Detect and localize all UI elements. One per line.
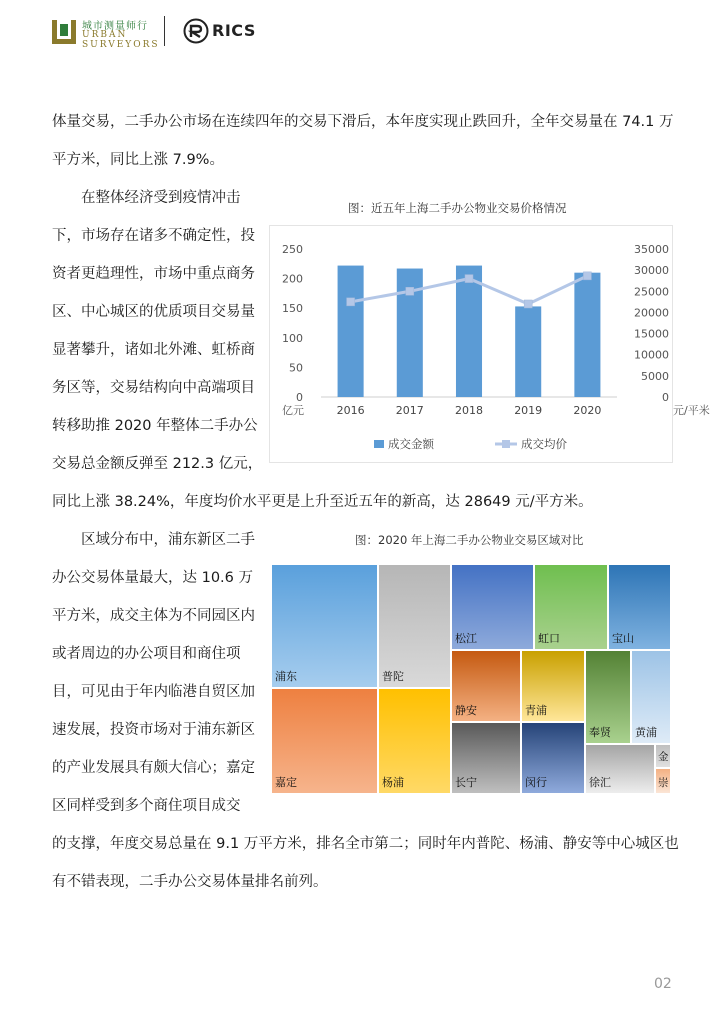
- bar: [456, 266, 482, 397]
- logo-en-line2: SURVEYORS: [82, 40, 160, 50]
- treemap-cell-label: 金: [658, 751, 669, 763]
- para3-line: 的产业发展具有颇大信心；嘉定: [52, 760, 255, 776]
- para3-line: 区域分布中，浦东新区二手: [52, 532, 255, 548]
- para2-line: 转移助推 2020 年整体二手办公: [52, 418, 258, 434]
- treemap-cell-label: 奉贤: [589, 726, 611, 739]
- y-tick-label: 100: [282, 331, 303, 345]
- para3-full-line1: 的支撑，年度交易总量在 9.1 万平方米，排名全市第二；同时年内普陀、杨浦、静安等中心城区也: [52, 836, 679, 852]
- treemap-cell: [271, 688, 378, 794]
- y-tick-label: 150: [282, 302, 303, 316]
- para2-line: 在整体经济受到疫情冲击: [52, 190, 241, 206]
- treemap-cell-label: 浦东: [275, 670, 297, 683]
- treemap-cell: [451, 564, 534, 650]
- treemap-cell: [608, 564, 671, 650]
- para3-line: 区同样受到多个商住项目成交: [52, 798, 241, 814]
- treemap-cell: [378, 564, 451, 688]
- treemap-cell: [521, 722, 585, 794]
- y-tick-label: 0: [296, 391, 303, 404]
- y2-tick-label: 10000: [634, 348, 669, 362]
- district-treemap: [271, 564, 675, 794]
- para3-line: 或者周边的办公项目和商住项: [52, 646, 241, 662]
- rics-label: RICS: [212, 21, 256, 40]
- treemap-cell: [451, 650, 521, 722]
- line-point: [465, 275, 473, 283]
- y2-tick-label: 35000: [634, 243, 669, 256]
- para2-line: 务区等，交易结构向中高端项目: [52, 380, 255, 396]
- header: [0, 0, 724, 70]
- para2-full-line: 同比上涨 38.24%，年度均价水平更是上升至近五年的新高，达 28649 元/平方米。: [52, 494, 593, 510]
- x-tick-label: 2018: [455, 404, 483, 417]
- treemap-cell: [631, 650, 671, 744]
- y-axis-unit: 亿元: [282, 404, 304, 417]
- para3-line: 平方米，成交主体为不同园区内: [52, 608, 255, 624]
- chart1-title: 图：近五年上海二手办公物业交易价格情况: [348, 201, 567, 215]
- header-divider: [164, 16, 165, 46]
- legend-bar-swatch: [374, 440, 384, 448]
- bar: [574, 273, 600, 397]
- treemap-cell-label: 闵行: [525, 776, 547, 789]
- para2-line: 显著攀升，诸如北外滩、虹桥商: [52, 342, 255, 358]
- x-tick-label: 2016: [336, 404, 365, 417]
- treemap-cell-label: 宝山: [612, 632, 634, 645]
- y2-tick-label: 20000: [634, 306, 669, 320]
- y-tick-label: 50: [289, 361, 303, 375]
- y2-tick-label: 25000: [634, 285, 669, 299]
- y2-axis-unit: 元/平米: [673, 404, 710, 417]
- treemap-cell: [451, 722, 521, 794]
- treemap-cell: [271, 564, 378, 688]
- para1-line2: 平方米，同比上涨 7.9%。: [52, 152, 224, 168]
- treemap-cell-label: 黄浦: [635, 726, 657, 739]
- y2-tick-label: 30000: [634, 264, 669, 278]
- treemap-cell: [378, 688, 451, 794]
- treemap-cell-label: 普陀: [382, 670, 404, 683]
- line-point: [347, 298, 355, 306]
- treemap-cell: [585, 650, 631, 744]
- bar: [338, 266, 364, 397]
- price-trend-chart: [269, 225, 710, 463]
- para2-line: 交易总金额反弹至 212.3 亿元，: [52, 456, 263, 472]
- line-point: [524, 300, 532, 308]
- y2-tick-label: 15000: [634, 327, 669, 341]
- treemap-cell: [585, 744, 655, 794]
- treemap-cell-label: 嘉定: [275, 776, 297, 789]
- para3-line: 速发展，投资市场对于浦东新区: [52, 722, 255, 738]
- logo-cn-text: 城市测量师行: [82, 21, 148, 32]
- treemap-cell-label: 松江: [455, 632, 477, 645]
- treemap-cell-label: 崇: [658, 777, 669, 789]
- y2-tick-label: 5000: [641, 369, 669, 383]
- rics-emblem-icon: [183, 18, 209, 44]
- line-point: [583, 272, 591, 280]
- treemap-cell: [521, 650, 585, 722]
- para2-line: 区、中心城区的优质项目交易量: [52, 304, 255, 320]
- treemap-cell-label: 徐汇: [589, 776, 611, 789]
- logo-en-line1: URBAN: [82, 30, 128, 40]
- y-tick-label: 250: [282, 243, 303, 256]
- treemap-cell: [655, 768, 671, 794]
- treemap-cell: [655, 744, 671, 768]
- para2-line: 下，市场存在诸多不确定性，投: [52, 228, 255, 244]
- treemap-cell-label: 长宁: [455, 776, 477, 789]
- treemap-cell: [534, 564, 608, 650]
- bar: [515, 306, 541, 397]
- page-number: 02: [654, 976, 672, 992]
- para3-line: 办公交易体量最大，达 10.6 万: [52, 570, 254, 586]
- para2-line: 资者更趋理性，市场中重点商务: [52, 266, 255, 282]
- treemap-cell-label: 杨浦: [382, 776, 404, 789]
- x-tick-label: 2019: [514, 404, 543, 417]
- chart2-title: 图：2020 年上海二手办公物业交易区域对比: [355, 533, 584, 547]
- urban-surveyors-logo-icon: [52, 18, 76, 46]
- x-tick-label: 2020: [573, 404, 602, 417]
- y2-tick-label: 0: [662, 391, 669, 404]
- legend-bar-label: 成交金额: [388, 437, 434, 451]
- line-point: [406, 287, 414, 295]
- treemap-cell-label: 青浦: [525, 704, 547, 717]
- treemap-cell-label: 静安: [455, 704, 477, 717]
- para3-full-line2: 有不错表现，二手办公交易体量排名前列。: [52, 874, 328, 890]
- y-tick-label: 200: [282, 272, 303, 286]
- treemap-cell-label: 虹口: [538, 632, 560, 645]
- para3-line: 目，可见由于年内临港自贸区加: [52, 684, 255, 700]
- legend-line-label: 成交均价: [521, 437, 567, 451]
- x-tick-label: 2017: [395, 404, 424, 417]
- para1-line1: 体量交易，二手办公市场在连续四年的交易下滑后，本年度实现止跌回升，全年交易量在 74.1 万: [52, 114, 674, 130]
- legend-line-marker: [502, 440, 510, 448]
